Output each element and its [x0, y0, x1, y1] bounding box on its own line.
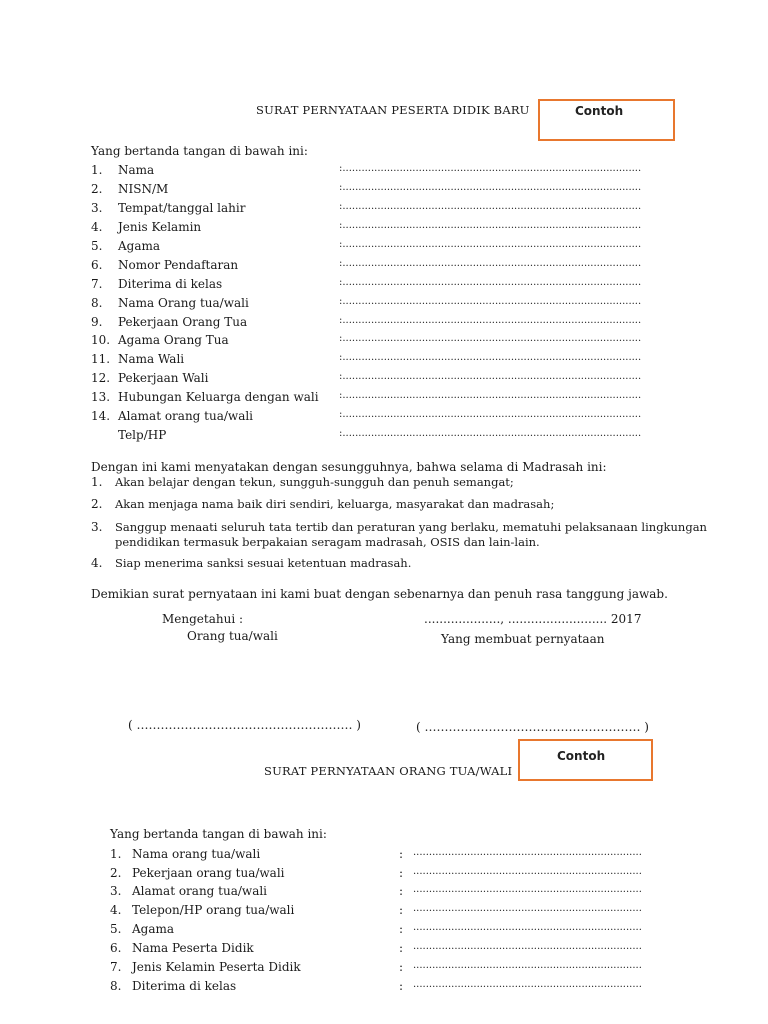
field-number: 5. — [91, 239, 103, 253]
field-colon: : — [399, 941, 404, 955]
statement-text: Akan menjaga nama baik diri sendiri, keluarga, masyarakat dan madrasah; — [115, 497, 555, 511]
field-fill-line: :.............................................................................................. — [339, 315, 642, 326]
form2-field-row — [110, 866, 650, 884]
signature-left: ( ……………………………………………… ) — [128, 718, 361, 732]
field-fill-line: :.............................................................................................. — [339, 333, 642, 344]
form1-field-row — [91, 428, 651, 446]
statement-number: 3. — [91, 520, 103, 534]
field-number: 5. — [110, 922, 122, 936]
form1-field-row — [91, 220, 651, 238]
statement-number: 4. — [91, 556, 103, 570]
field-fill-line: :.............................................................................................. — [339, 163, 642, 174]
field-label: Hubungan Keluarga dengan wali — [118, 390, 319, 404]
field-number: 11. — [91, 352, 111, 366]
field-label: Diterima di kelas — [132, 979, 237, 993]
field-fill-line: ........................................................................ — [413, 903, 642, 914]
field-colon: : — [399, 922, 404, 936]
signature-right: ( ……………………………………………… ) — [416, 720, 649, 734]
field-label: Jenis Kelamin — [118, 220, 202, 234]
form2-field-row — [110, 922, 650, 940]
field-label: Nama — [118, 163, 155, 177]
field-number: 12. — [91, 371, 111, 385]
form1-title: SURAT PERNYATAAN PESERTA DIDIK BARU — [256, 103, 530, 117]
field-fill-line: :.............................................................................................. — [339, 390, 642, 401]
form1-field-row — [91, 333, 651, 351]
field-fill-line: ........................................................................ — [413, 922, 642, 933]
field-label: Tempat/tanggal lahir — [118, 201, 246, 215]
field-number: 6. — [110, 941, 122, 955]
field-label: Nama Orang tua/wali — [118, 296, 249, 310]
field-colon: : — [399, 884, 404, 898]
statement-number: 2. — [91, 497, 103, 511]
field-number: 2. — [91, 182, 103, 196]
field-fill-line: ........................................................................ — [413, 979, 642, 990]
field-label: Nama orang tua/wali — [132, 847, 261, 861]
field-colon: : — [399, 979, 404, 993]
form1-field-row — [91, 239, 651, 257]
form1-field-row — [91, 371, 651, 389]
field-colon: : — [399, 903, 404, 917]
field-number: 4. — [91, 220, 103, 234]
field-label: NISN/M — [118, 182, 169, 196]
form1-field-row — [91, 352, 651, 370]
form2-contoh-badge — [518, 739, 653, 781]
statement-text: Sanggup menaati seluruh tata tertib dan peraturan yang berlaku, mematuhi pelaksanaan lingkungan — [115, 520, 707, 534]
form2-field-row — [110, 884, 650, 902]
field-fill-line: :.............................................................................................. — [339, 428, 642, 439]
form1-field-row — [91, 409, 651, 427]
form2-field-row — [110, 847, 650, 865]
form1-field-row — [91, 258, 651, 276]
form2-field-row — [110, 941, 650, 959]
field-label: Alamat orang tua/wali — [118, 409, 254, 423]
field-label: Telp/HP — [118, 428, 167, 442]
form1-field-row — [91, 182, 651, 200]
field-fill-line: ........................................................................ — [413, 941, 642, 952]
field-number: 4. — [110, 903, 122, 917]
field-number: 10. — [91, 333, 111, 347]
field-label: Agama — [132, 922, 175, 936]
field-number: 3. — [91, 201, 103, 215]
field-label: Telepon/HP orang tua/wali — [132, 903, 295, 917]
form1-badge-label: Contoh — [575, 104, 624, 118]
field-fill-line: ........................................................................ — [413, 884, 642, 895]
field-colon: : — [399, 847, 404, 861]
form1-contoh-badge — [538, 99, 675, 141]
field-colon: : — [399, 960, 404, 974]
form2-field-row — [110, 979, 650, 997]
form1-field-row — [91, 315, 651, 333]
field-number: 7. — [110, 960, 122, 974]
statement-text-cont: pendidikan termasuk berpakaian seragam madrasah, OSIS dan lain-lain. — [115, 535, 540, 549]
form1-intro: Yang bertanda tangan di bawah ini: — [91, 144, 308, 158]
form2-intro: Yang bertanda tangan di bawah ini: — [110, 827, 327, 841]
form2-field-row — [110, 960, 650, 978]
field-number: 3. — [110, 884, 122, 898]
statement-text: Akan belajar dengan tekun, sungguh-sungguh dan penuh semangat; — [115, 475, 514, 489]
field-number: 2. — [110, 866, 122, 880]
field-fill-line: ........................................................................ — [413, 847, 642, 858]
field-label: Pekerjaan Wali — [118, 371, 209, 385]
form1-field-row — [91, 277, 651, 295]
form2-title: SURAT PERNYATAAN ORANG TUA/WALI — [264, 764, 513, 778]
field-label: Nomor Pendaftaran — [118, 258, 239, 272]
form1-statement-intro: Dengan ini kami menyatakan dengan sesungguhnya, bahwa selama di Madrasah ini: — [91, 460, 607, 474]
field-fill-line: :.............................................................................................. — [339, 277, 642, 288]
form1-field-row — [91, 390, 651, 408]
field-fill-line: :.............................................................................................. — [339, 258, 642, 269]
pembuat-label: Yang membuat pernyataan — [441, 632, 605, 646]
statement-item — [91, 520, 731, 554]
statement-item — [91, 556, 731, 590]
field-fill-line: ........................................................................ — [413, 960, 642, 971]
field-number: 9. — [91, 315, 103, 329]
field-number: 14. — [91, 409, 111, 423]
mengetahui-label: Mengetahui : — [162, 612, 244, 626]
statement-number: 1. — [91, 475, 103, 489]
form2-field-row — [110, 903, 650, 921]
field-label: Jenis Kelamin Peserta Didik — [132, 960, 301, 974]
field-label: Agama — [118, 239, 161, 253]
field-fill-line: ........................................................................ — [413, 866, 642, 877]
field-number: 7. — [91, 277, 103, 291]
field-number: 1. — [91, 163, 103, 177]
field-fill-line: :.............................................................................................. — [339, 296, 642, 307]
field-label: Pekerjaan Orang Tua — [118, 315, 248, 329]
form1-closing: Demikian surat pernyataan ini kami buat dengan sebenarnya dan penuh rasa tanggung jawab. — [91, 587, 668, 601]
statement-text: Siap menerima sanksi sesuai ketentuan madrasah. — [115, 556, 412, 570]
field-label: Diterima di kelas — [118, 277, 223, 291]
field-number: 6. — [91, 258, 103, 272]
field-number: 13. — [91, 390, 111, 404]
field-fill-line: :.............................................................................................. — [339, 239, 642, 250]
field-fill-line: :.............................................................................................. — [339, 352, 642, 363]
field-label: Agama Orang Tua — [118, 333, 229, 347]
field-number: 8. — [110, 979, 122, 993]
field-fill-line: :.............................................................................................. — [339, 201, 642, 212]
form1-field-row — [91, 201, 651, 219]
field-number: 1. — [110, 847, 122, 861]
field-colon: : — [399, 866, 404, 880]
field-label: Nama Wali — [118, 352, 185, 366]
form1-field-row — [91, 296, 651, 314]
field-label: Pekerjaan orang tua/wali — [132, 866, 285, 880]
field-fill-line: :.............................................................................................. — [339, 371, 642, 382]
field-fill-line: :.............................................................................................. — [339, 220, 642, 231]
orang-tua-wali-label: Orang tua/wali — [187, 629, 278, 643]
field-label: Nama Peserta Didik — [132, 941, 254, 955]
field-fill-line: :.............................................................................................. — [339, 409, 642, 420]
date-line: ...................., .......................... 2017 — [424, 612, 642, 626]
form1-field-row — [91, 163, 651, 181]
field-number: 8. — [91, 296, 103, 310]
field-fill-line: :.............................................................................................. — [339, 182, 642, 193]
field-label: Alamat orang tua/wali — [132, 884, 268, 898]
form2-badge-label: Contoh — [557, 749, 606, 763]
